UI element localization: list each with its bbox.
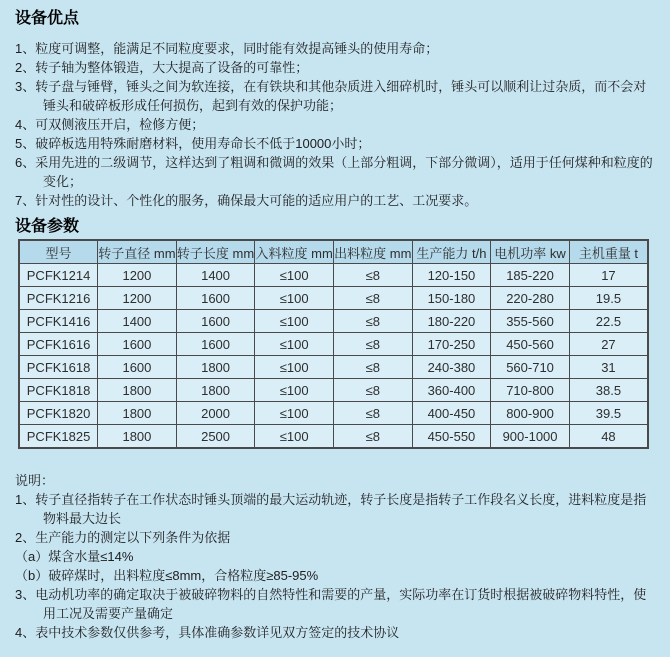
table-cell: PCFK1214 (19, 264, 98, 287)
parameters-table (18, 239, 649, 449)
table-cell: 710-800 (491, 379, 570, 402)
table-cell: PCFK1618 (19, 356, 98, 379)
advantage-item-2: 2、转子轴为整体锻造，大大提高了设备的可靠性； (15, 60, 309, 75)
table-cell: ≤8 (334, 264, 413, 287)
note-line-2a: （a）煤含水量≤14% (15, 549, 134, 564)
table-cell: PCFK1818 (19, 379, 98, 402)
table-cell: 170-250 (412, 333, 491, 356)
table-header-cell-feed-size: 入料粒度 mm (255, 240, 334, 264)
note-line-1: 1、转子直径指转子在工作状态时锤头顶端的最大运动轨迹，转子长度是指转子工作段名义长度，进料粒度是指物料最大边长 (15, 492, 647, 526)
table-cell: ≤100 (255, 310, 334, 333)
table-cell: 19.5 (569, 287, 648, 310)
table-row (19, 333, 648, 356)
table-header-cell-rotor-diameter: 转子直径 mm (98, 240, 177, 264)
table-cell: 1400 (98, 310, 177, 333)
table-cell: 38.5 (569, 379, 648, 402)
table-row (19, 310, 648, 333)
table-cell: 360-400 (412, 379, 491, 402)
table-cell: 180-220 (412, 310, 491, 333)
table-cell: 1600 (98, 333, 177, 356)
table-cell: 1400 (176, 264, 255, 287)
advantages-list (15, 39, 655, 210)
note-line-2: 2、生产能力的测定以下列条件为依据 (15, 530, 231, 545)
table-cell: ≤8 (334, 356, 413, 379)
table-header-cell-capacity: 生产能力 t/h (412, 240, 491, 264)
table-cell: 1800 (98, 425, 177, 449)
table-cell: 240-380 (412, 356, 491, 379)
table-cell: 31 (569, 356, 648, 379)
table-cell: 1800 (176, 356, 255, 379)
table-cell: ≤100 (255, 402, 334, 425)
table-header-cell-discharge-size: 出料粒度 mm (334, 240, 413, 264)
table-cell: ≤100 (255, 287, 334, 310)
table-row (19, 402, 648, 425)
table-row (19, 287, 648, 310)
table-cell: 1600 (176, 310, 255, 333)
table-cell: 185-220 (491, 264, 570, 287)
table-cell: 1600 (98, 356, 177, 379)
advantage-item-1: 1、粒度可调整，能满足不同粒度要求，同时能有效提高锤头的使用寿命； (15, 41, 439, 56)
table-header-cell-motor-power: 电机功率 kw (491, 240, 570, 264)
table-cell: 27 (569, 333, 648, 356)
table-cell: ≤100 (255, 264, 334, 287)
advantage-item-5: 5、破碎板选用特殊耐磨材料，使用寿命长不低于10000小时； (15, 136, 371, 151)
advantage-item-6: 6、采用先进的二级调节，这样达到了粗调和微调的效果（上部分粗调，下部分微调），适用于任何煤种和粒度的变化； (15, 155, 653, 189)
table-cell: 355-560 (491, 310, 570, 333)
table-cell: ≤8 (334, 402, 413, 425)
table-cell: 48 (569, 425, 648, 449)
table-cell: 400-450 (412, 402, 491, 425)
table-cell: ≤100 (255, 425, 334, 449)
table-header-cell-weight: 主机重量 t (569, 240, 648, 264)
table-cell: PCFK1820 (19, 402, 98, 425)
table-cell: 1800 (98, 402, 177, 425)
table-cell: 1600 (176, 287, 255, 310)
table-cell: PCFK1216 (19, 287, 98, 310)
table-cell: ≤8 (334, 310, 413, 333)
table-cell: 1200 (98, 264, 177, 287)
table-cell: ≤8 (334, 425, 413, 449)
table-cell: 220-280 (491, 287, 570, 310)
notes-section (15, 471, 655, 642)
table-row (19, 379, 648, 402)
table-cell: 450-560 (491, 333, 570, 356)
table-header-cell-rotor-length: 转子长度 mm (176, 240, 255, 264)
table-cell: 17 (569, 264, 648, 287)
advantages-title: 设备优点 (15, 10, 80, 27)
table-cell: 450-550 (412, 425, 491, 449)
table-cell: 900-1000 (491, 425, 570, 449)
table-cell: 2000 (176, 402, 255, 425)
parameters-title: 设备参数 (15, 218, 80, 235)
table-cell: ≤8 (334, 287, 413, 310)
table-header-row (19, 240, 648, 264)
table-cell: 560-710 (491, 356, 570, 379)
table-row (19, 356, 648, 379)
table-cell: ≤100 (255, 356, 334, 379)
table-cell: 22.5 (569, 310, 648, 333)
table-row (19, 425, 648, 449)
table-cell: ≤8 (334, 333, 413, 356)
table-cell: 1800 (176, 379, 255, 402)
table-cell: PCFK1616 (19, 333, 98, 356)
notes-title: 说明： (15, 473, 55, 488)
table-cell: ≤8 (334, 379, 413, 402)
note-line-2b: （b）破碎煤时，出料粒度≤8mm，合格粒度≥85-95% (15, 568, 319, 583)
table-cell: 150-180 (412, 287, 491, 310)
table-row (19, 264, 648, 287)
advantage-item-3: 3、转子盘与锤臂，锤头之间为软连接，在有铁块和其他杂质进入细碎机时，锤头可以顺利让过杂质，而不会对锤头和破碎板形成任何损伤，起到有效的保护功能； (15, 79, 647, 113)
table-cell: 39.5 (569, 402, 648, 425)
table-cell: 1200 (98, 287, 177, 310)
table-header-cell-model: 型号 (19, 240, 98, 264)
advantage-item-4: 4、可双侧液压开启，检修方便； (15, 117, 205, 132)
note-line-4: 4、表中技术参数仅供参考，具体准确参数详见双方签定的技术协议 (15, 625, 400, 640)
table-cell: 1800 (98, 379, 177, 402)
advantage-item-7: 7、针对性的设计、个性化的服务，确保最大可能的适应用户的工艺、工况要求。 (15, 193, 478, 208)
table-cell: ≤100 (255, 333, 334, 356)
table-cell: PCFK1416 (19, 310, 98, 333)
table-cell: 2500 (176, 425, 255, 449)
table-cell: 1600 (176, 333, 255, 356)
table-cell: 120-150 (412, 264, 491, 287)
note-line-3: 3、电动机功率的确定取决于被破碎物料的自然特性和需要的产量，实际功率在订货时根据被破碎物料特性，使用工况及需要产量确定 (15, 587, 647, 621)
table-cell: PCFK1825 (19, 425, 98, 449)
table-cell: 800-900 (491, 402, 570, 425)
table-cell: ≤100 (255, 379, 334, 402)
